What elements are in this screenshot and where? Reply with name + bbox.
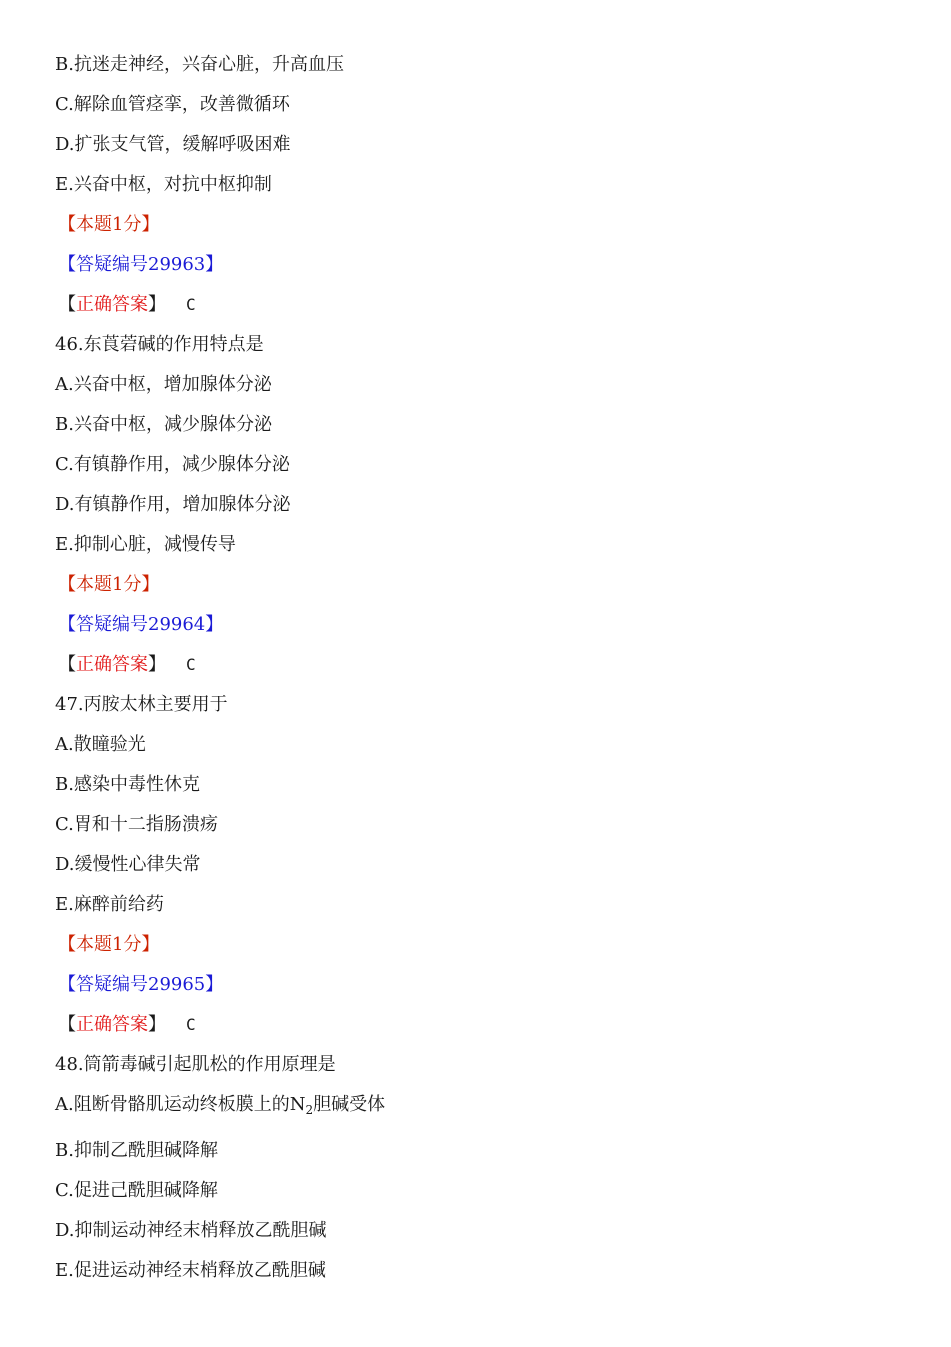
q48-option-e: E.促进运动神经末梢释放乙酰胆碱 xyxy=(55,1260,326,1281)
q48-option-c: C.促进己酰胆碱降解 xyxy=(55,1180,218,1201)
q46-answer-label: 正确答案 xyxy=(76,654,148,675)
q47-option-d: D.缓慢性心律失常 xyxy=(55,854,201,875)
q47-answer-value: C xyxy=(186,1015,196,1034)
q46-answer xyxy=(55,648,911,688)
q45-option-e: E.兴奋中枢，对抗中枢抑制 xyxy=(55,174,272,195)
q47-score xyxy=(55,928,911,968)
q48-stem: 48.筒箭毒碱引起肌松的作用原理是 xyxy=(55,1054,336,1075)
q47-qa-id xyxy=(55,968,911,1008)
q46-stem: 46.东莨菪碱的作用特点是 xyxy=(55,334,264,355)
q45-answer-value: C xyxy=(186,295,196,314)
q45-option-b: B.抗迷走神经，兴奋心脏，升高血压 xyxy=(55,54,344,75)
q46-option-d: D.有镇静作用，增加腺体分泌 xyxy=(55,494,291,515)
q46-option-a: A.兴奋中枢，增加腺体分泌 xyxy=(55,374,272,395)
q47-score-text: 【本题1分】 xyxy=(58,934,160,955)
q48-option-a-prefix: A.阻断骨骼肌运动终板膜上的N xyxy=(55,1094,306,1115)
q47-option-a: A.散瞳验光 xyxy=(55,734,146,755)
q48-option-a xyxy=(55,1088,911,1134)
q47-answer-open: 【 xyxy=(58,1014,76,1035)
q46-option-e: E.抑制心脏，减慢传导 xyxy=(55,534,236,555)
q45-answer-close: 】 xyxy=(148,294,166,315)
q46-qa-id-text: 【答疑编号29964】 xyxy=(58,614,224,635)
q45-qa-id-text: 【答疑编号29963】 xyxy=(58,254,224,275)
q45-score xyxy=(55,208,911,248)
document-page xyxy=(55,48,911,1294)
q46-answer-close: 】 xyxy=(148,654,166,675)
q46-answer-open: 【 xyxy=(58,654,76,675)
q45-score-text: 【本题1分】 xyxy=(58,214,160,235)
q47-option-b: B.感染中毒性休克 xyxy=(55,774,200,795)
q48-option-a-subscript: 2 xyxy=(305,1103,314,1117)
q45-option-c: C.解除血管痉挛，改善微循环 xyxy=(55,94,290,115)
q46-score-text: 【本题1分】 xyxy=(58,574,160,595)
q48-option-b: B.抑制乙酰胆碱降解 xyxy=(55,1140,218,1161)
q47-option-e: E.麻醉前给药 xyxy=(55,894,164,915)
q47-qa-id-text: 【答疑编号29965】 xyxy=(58,974,224,995)
q46-answer-value: C xyxy=(186,655,196,674)
q45-answer xyxy=(55,288,911,328)
q45-answer-open: 【 xyxy=(58,294,76,315)
q47-option-c: C.胃和十二指肠溃疡 xyxy=(55,814,218,835)
q47-answer-close: 】 xyxy=(148,1014,166,1035)
q45-option-d: D.扩张支气管，缓解呼吸困难 xyxy=(55,134,291,155)
q46-score xyxy=(55,568,911,608)
q45-qa-id xyxy=(55,248,911,288)
q48-option-a-suffix: 胆碱受体 xyxy=(313,1094,386,1115)
q48-option-d: D.抑制运动神经末梢释放乙酰胆碱 xyxy=(55,1220,327,1241)
q46-qa-id xyxy=(55,608,911,648)
q45-answer-label: 正确答案 xyxy=(76,294,148,315)
q47-answer-label: 正确答案 xyxy=(76,1014,148,1035)
q46-option-b: B.兴奋中枢，减少腺体分泌 xyxy=(55,414,272,435)
q47-stem: 47.丙胺太林主要用于 xyxy=(55,694,228,715)
q46-option-c: C.有镇静作用，减少腺体分泌 xyxy=(55,454,290,475)
q47-answer xyxy=(55,1008,911,1048)
